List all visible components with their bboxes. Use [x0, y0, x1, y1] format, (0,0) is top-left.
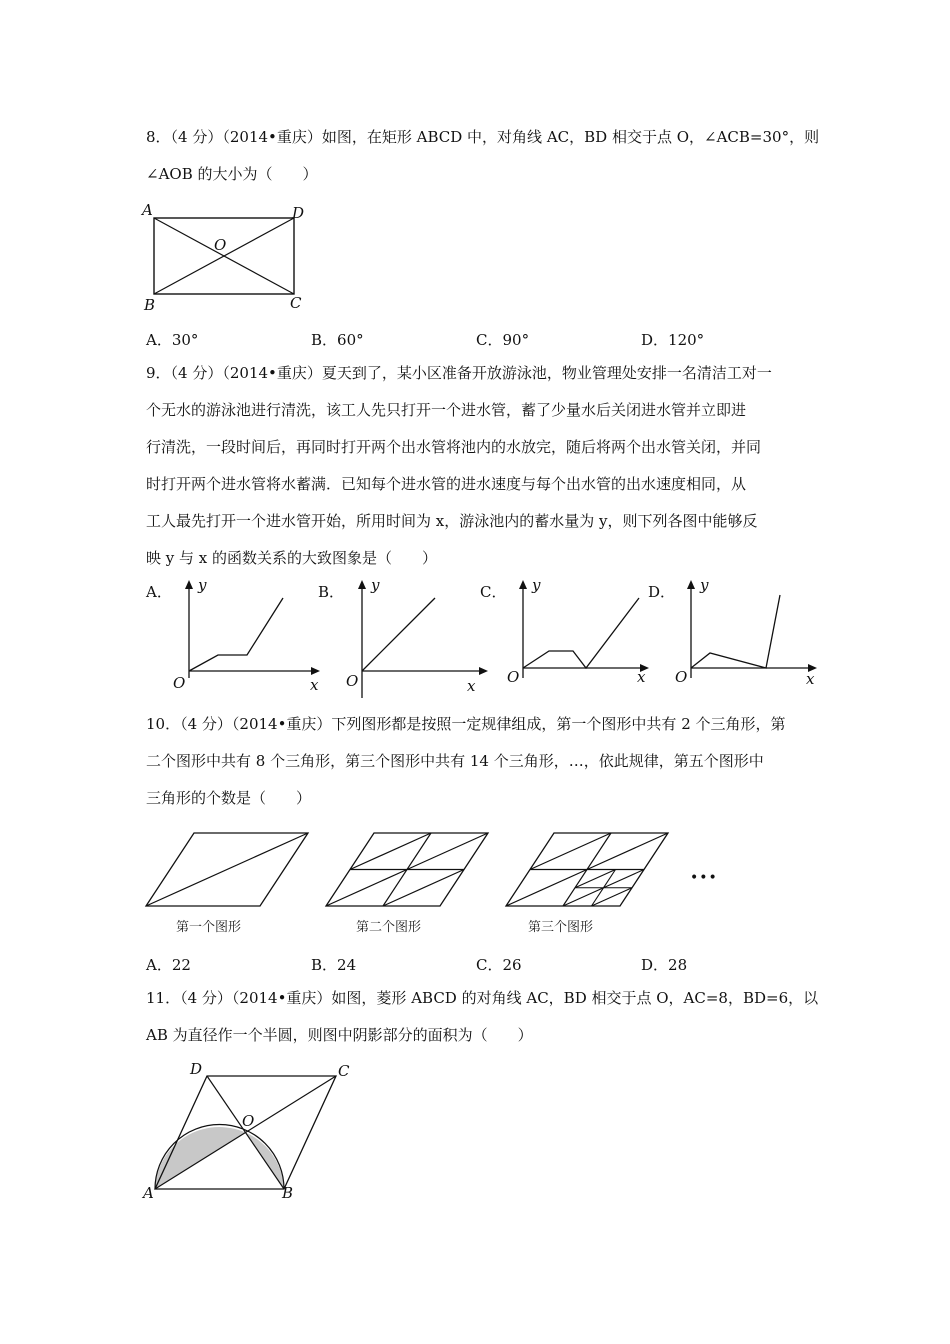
- q10-text-line-2: 二个图形中共有 8 个三角形，第三个图形中共有 14 个三角形，…，依此规律，第五个图形中: [146, 752, 764, 770]
- q9-graph-b-origin: O: [346, 672, 359, 690]
- q9-graph-a-y-label: y: [198, 576, 207, 594]
- q9-graph-b: [343, 578, 498, 703]
- q10-caption-1: 第一个图形: [176, 920, 242, 935]
- q10-option-a[interactable]: A．22: [146, 956, 191, 974]
- q9-graph-b-y-label: y: [371, 576, 380, 594]
- q8-option-b[interactable]: B．60°: [311, 331, 364, 349]
- q9-graph-a-x-label: x: [310, 676, 319, 694]
- q9-option-b[interactable]: B．: [318, 583, 345, 601]
- q11-label-o: O: [242, 1112, 255, 1130]
- q10-option-c[interactable]: C．26: [476, 956, 522, 974]
- q9-option-d[interactable]: D．: [648, 583, 676, 601]
- q9-graph-d-x-label: x: [806, 670, 815, 688]
- q8-option-a[interactable]: A．30°: [146, 331, 199, 349]
- q9-graph-d: [672, 578, 827, 693]
- q9-text-line-3: 行清洗，一段时间后，再同时打开两个出水管将池内的水放完，随后将两个出水管关闭，并同: [146, 438, 762, 456]
- q9-option-c[interactable]: C．: [480, 583, 507, 601]
- q9-text-line-1: 9．（4 分）（2014•重庆）夏天到了，某小区准备开放游泳池，物业管理处安排一名清洁工对一: [146, 364, 772, 382]
- q9-graph-c-y-label: y: [532, 576, 541, 594]
- q10-figure-2: [320, 825, 500, 940]
- q9-graph-c-x-label: x: [637, 668, 646, 686]
- q8-label-o: O: [214, 236, 227, 254]
- q8-option-d[interactable]: D．120°: [641, 331, 705, 349]
- q9-graph-d-origin: O: [675, 668, 688, 686]
- q9-text-line-2: 个无水的游泳池进行清洗，该工人先只打开一个进水管，蓄了少量水后关闭进水管并立即进: [146, 401, 747, 419]
- q8-label-b: B: [144, 296, 156, 314]
- q11-rhombus-figure: [140, 1058, 370, 1208]
- q10-caption-2: 第二个图形: [356, 920, 422, 935]
- q8-label-c: C: [290, 294, 302, 312]
- q10-text-line-1: 10．（4 分）（2014•重庆）下列图形都是按照一定规律组成，第一个图形中共有 2 个三角形，第: [146, 715, 786, 733]
- q8-text-line-1: 8．（4 分）（2014•重庆）如图，在矩形 ABCD 中，对角线 AC，BD 相交于点 O，∠ACB=30°，则: [146, 128, 820, 146]
- q8-label-d: D: [292, 204, 305, 222]
- q11-label-c: C: [338, 1062, 350, 1080]
- q10-figure-1: [140, 825, 320, 940]
- q9-graph-d-y-label: y: [700, 576, 709, 594]
- q11-text-line-1: 11．（4 分）（2014•重庆）如图，菱形 ABCD 的对角线 AC，BD 相交于点 O，AC=8，BD=6，以: [146, 989, 819, 1007]
- q10-figure-3: [500, 825, 680, 940]
- q9-text-line-6: 映 y 与 x 的函数关系的大致图象是（ ）: [146, 549, 438, 567]
- q9-graph-b-x-label: x: [467, 677, 476, 695]
- q9-graph-a: [170, 578, 325, 693]
- q10-option-b[interactable]: B．24: [311, 956, 357, 974]
- q8-label-a: A: [142, 201, 153, 219]
- q9-text-line-5: 工人最先打开一个进水管开始，所用时间为 x，游泳池内的蓄水量为 y，则下列各图中能够反: [146, 512, 758, 530]
- q11-label-d: D: [190, 1060, 203, 1078]
- q9-graph-c: [504, 578, 659, 693]
- q8-rectangle-figure: [140, 200, 320, 315]
- q9-text-line-4: 时打开两个进水管将水蓄满．已知每个进水管的进水速度与每个出水管的出水速度相同，从: [146, 475, 747, 493]
- q10-option-d[interactable]: D．28: [641, 956, 688, 974]
- q10-caption-3: 第三个图形: [528, 920, 594, 935]
- q9-graph-c-origin: O: [507, 668, 520, 686]
- q10-text-line-3: 三角形的个数是（ ）: [146, 789, 312, 807]
- q11-label-b: B: [282, 1184, 294, 1202]
- q11-label-a: A: [143, 1184, 154, 1202]
- q8-option-c[interactable]: C．90°: [476, 331, 530, 349]
- q8-text-line-2: ∠AOB 的大小为（ ）: [146, 165, 318, 183]
- q9-option-a[interactable]: A．: [146, 583, 172, 601]
- q10-ellipsis: •••: [690, 870, 718, 886]
- q11-text-line-2: AB 为直径作一个半圆，则图中阴影部分的面积为（ ）: [146, 1026, 533, 1044]
- q9-graph-a-origin: O: [173, 674, 186, 692]
